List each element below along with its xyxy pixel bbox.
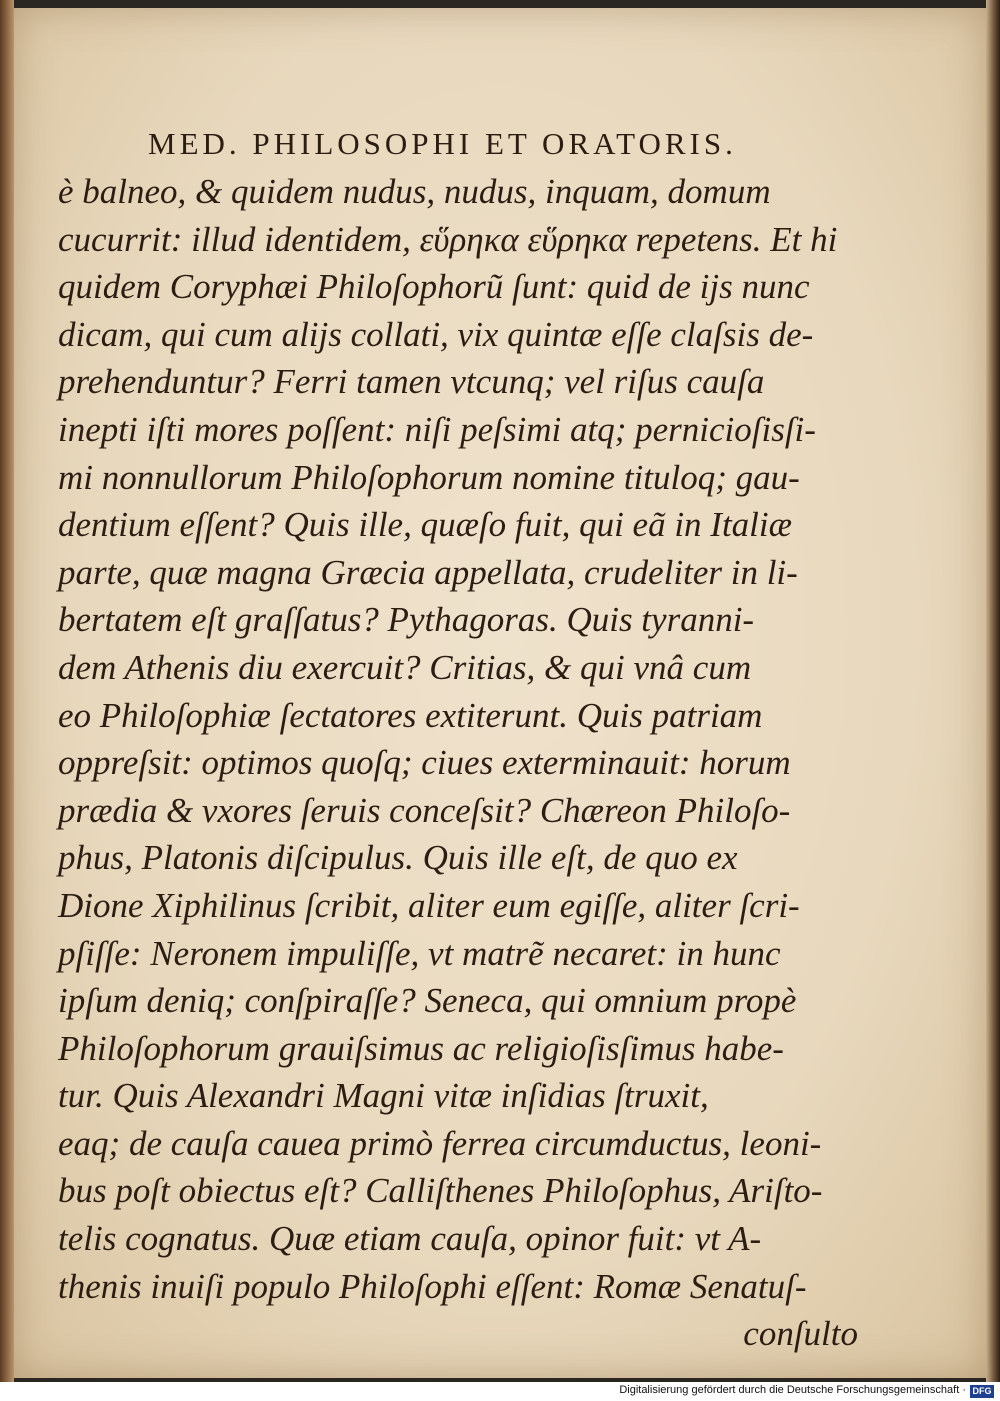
page-right-edge bbox=[986, 0, 1000, 1382]
text-line: phus, Platonis diſcipulus. Quis ille eſt, de quo ex bbox=[58, 838, 738, 878]
text-line: prædia & vxores ſeruis conceſsit? Chæreon Philoſo- bbox=[58, 790, 791, 830]
text-line: oppreſsit: optimos quoſq; ciues exterminauit: horum bbox=[58, 743, 791, 783]
text-line: dentium eſſent? Quis ille, quæſo fuit, qui eã in Italiæ bbox=[58, 505, 792, 545]
text-line: eaq; de cauſa cauea primò ferrea circumductus, leoni- bbox=[58, 1123, 822, 1163]
text-line: inepti iſti mores poſſent: niſi peſsimi atq; pernicioſisſi- bbox=[58, 409, 816, 449]
text-line: quidem Coryphæi Philoſophorũ ſunt: quid de ijs nunc bbox=[58, 267, 810, 307]
funding-credit: Digitalisierung gefördert durch die Deutsche Forschungsgemeinschaft · bbox=[619, 1384, 966, 1396]
text-line: parte, quæ magna Græcia appellata, crudeliter in li- bbox=[58, 552, 798, 592]
running-title: MED. PHILOSOPHI ET ORATORIS. bbox=[148, 126, 737, 161]
text-line: telis cognatus. Quæ etiam cauſa, opinor fuit: vt A- bbox=[58, 1219, 762, 1259]
text-line: bertatem eſt graſſatus? Pythagoras. Quis tyranni- bbox=[58, 600, 755, 640]
text-line: prehenduntur? Ferri tamen vtcunq; vel riſus cauſa bbox=[58, 362, 765, 402]
text-line: dicam, qui cum alijs collati, vix quintæ eſſe claſsis de- bbox=[58, 314, 814, 354]
book-binding-edge bbox=[0, 0, 14, 1382]
text-line: mi nonnullorum Philoſophorum nomine tituloq; gau- bbox=[58, 457, 800, 497]
catchword: conſulto bbox=[743, 1314, 858, 1354]
text-line: bus poſt obiectus eſt? Calliſthenes Philoſophus, Ariſto- bbox=[58, 1171, 823, 1211]
text-line: Dione Xiphilinus ſcribit, aliter eum egiſſe, aliter ſcri- bbox=[58, 885, 800, 925]
text-line: dem Athenis diu exercuit? Critias, & qui vnâ cum bbox=[58, 647, 752, 687]
text-line: cucurrit: illud identidem, εὕρηκα εὕρηκα repetens. Et hi bbox=[58, 219, 838, 259]
text-line: è balneo, & quidem nudus, nudus, inquam, domum bbox=[58, 172, 771, 211]
digitization-footer bbox=[0, 1382, 1000, 1401]
body-text bbox=[58, 168, 858, 1358]
text-line: thenis inuiſi populo Philoſophi eſſent: Romæ Senatuſ- bbox=[58, 1266, 807, 1306]
text-line: Philoſophorum grauiſsimus ac religioſisſimus habe- bbox=[58, 1028, 784, 1068]
text-line: tur. Quis Alexandri Magni vitæ inſidias ſtruxit, bbox=[58, 1076, 709, 1116]
text-line: eo Philoſophiæ ſectatores extiterunt. Quis patriam bbox=[58, 695, 763, 735]
text-line: ipſum deniq; conſpiraſſe? Seneca, qui omnium propè bbox=[58, 981, 797, 1021]
dfg-logo: DFG bbox=[970, 1385, 994, 1398]
text-line: pſiſſe: Neronem impuliſſe, vt matrẽ necaret: in hunc bbox=[58, 933, 781, 973]
